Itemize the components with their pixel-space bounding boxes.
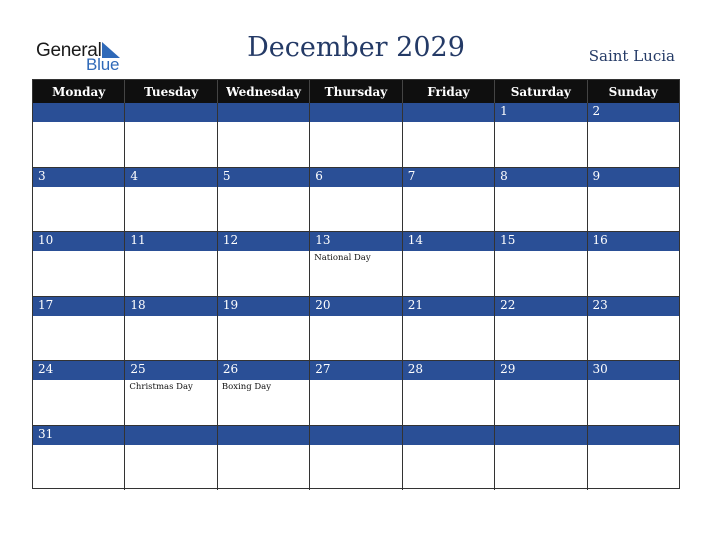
day-number-band <box>218 168 309 187</box>
day-cell[interactable] <box>309 426 401 491</box>
day-number-band <box>125 232 216 251</box>
day-number: 7 <box>407 168 416 183</box>
day-number: 29 <box>500 362 516 376</box>
day-number: 18 <box>130 297 146 312</box>
day-number-band <box>588 361 679 380</box>
page-title: December 2029 <box>247 32 465 63</box>
day-number: 21 <box>407 297 423 312</box>
day-cell[interactable] <box>494 361 586 426</box>
day-cell[interactable] <box>33 168 124 233</box>
day-cell[interactable] <box>124 232 216 297</box>
week-row <box>33 297 679 362</box>
day-number-band <box>125 426 216 445</box>
day-number-band <box>495 168 586 187</box>
day-number-band <box>403 103 494 122</box>
weekday-header-row <box>33 80 679 103</box>
day-cell[interactable] <box>402 103 494 168</box>
day-cell[interactable] <box>587 297 679 362</box>
day-cell[interactable] <box>33 103 124 168</box>
day-number-band <box>403 426 494 445</box>
day-cell[interactable] <box>402 297 494 362</box>
day-number: 19 <box>222 297 239 312</box>
day-number-band <box>218 426 309 445</box>
weekday-header: Friday <box>402 80 494 103</box>
calendar-grid <box>32 79 680 489</box>
day-cell[interactable] <box>33 426 124 491</box>
day-number: 11 <box>130 233 146 247</box>
day-number-band <box>218 103 309 122</box>
day-number-band <box>495 103 586 122</box>
day-number-band <box>125 361 216 380</box>
day-number: 10 <box>38 233 54 247</box>
day-number: 14 <box>407 233 423 247</box>
day-cell[interactable] <box>494 168 586 233</box>
day-number-band <box>33 168 124 187</box>
day-number: 1 <box>500 104 508 118</box>
day-number-band <box>310 426 401 445</box>
week-row <box>33 168 679 233</box>
day-number: 22 <box>500 297 516 312</box>
day-number-band <box>310 168 401 187</box>
day-number: 20 <box>315 297 331 312</box>
day-number-band <box>403 168 494 187</box>
day-cell[interactable] <box>124 297 216 362</box>
day-cell[interactable] <box>587 168 679 233</box>
day-number: 28 <box>407 362 423 376</box>
day-number-band <box>218 232 309 251</box>
day-cell[interactable] <box>309 232 401 297</box>
day-number: 5 <box>222 168 231 183</box>
day-number: 17 <box>38 297 54 312</box>
holiday-label: Boxing Day <box>221 382 272 392</box>
weekday-header: Wednesday <box>217 80 309 103</box>
week-row <box>33 103 679 168</box>
day-cell[interactable] <box>217 168 309 233</box>
weekday-header: Monday <box>52 84 106 99</box>
day-number: 30 <box>592 362 608 376</box>
day-number: 24 <box>38 362 54 376</box>
day-cell[interactable] <box>402 232 494 297</box>
day-cell[interactable] <box>124 103 216 168</box>
day-cell[interactable] <box>217 426 309 491</box>
day-number: 8 <box>500 168 508 183</box>
day-cell[interactable] <box>587 361 679 426</box>
day-number-band <box>310 361 401 380</box>
day-cell[interactable] <box>309 297 401 362</box>
logo-text-general: General <box>36 40 102 61</box>
day-number: 27 <box>315 362 331 376</box>
day-cell[interactable] <box>33 232 124 297</box>
day-number-band <box>33 361 124 380</box>
day-number-band <box>588 103 679 122</box>
day-number-band <box>125 103 216 122</box>
day-number-band <box>403 361 494 380</box>
day-number: 13 <box>315 233 331 247</box>
day-cell[interactable] <box>402 426 494 491</box>
day-number-band <box>588 168 679 187</box>
day-number-band <box>33 426 124 445</box>
week-row <box>33 232 679 297</box>
day-cell[interactable] <box>587 232 679 297</box>
day-cell[interactable] <box>124 426 216 491</box>
day-number: 16 <box>592 233 608 247</box>
day-cell[interactable] <box>33 297 124 362</box>
day-cell[interactable] <box>124 168 216 233</box>
day-number-band <box>403 232 494 251</box>
day-number-band <box>495 361 586 380</box>
day-number-band <box>588 297 679 316</box>
day-number: 31 <box>38 426 54 441</box>
weekday-header: Thursday <box>309 80 401 103</box>
weekday-header: Tuesday <box>124 80 216 103</box>
day-cell[interactable] <box>33 361 124 426</box>
day-number: 15 <box>500 233 516 247</box>
day-number: 4 <box>130 168 139 183</box>
day-number-band <box>495 232 586 251</box>
country-label: Saint Lucia <box>588 47 675 65</box>
day-number-band <box>33 232 124 251</box>
day-number-band <box>33 103 124 122</box>
day-number-band <box>125 168 216 187</box>
day-cell[interactable] <box>494 103 586 168</box>
day-cell[interactable] <box>587 426 679 491</box>
day-number: 23 <box>592 297 608 312</box>
day-cell[interactable] <box>309 103 401 168</box>
day-cell[interactable] <box>217 361 309 426</box>
day-number-band <box>495 426 586 445</box>
day-number: 2 <box>592 104 601 118</box>
day-cell[interactable] <box>217 103 309 168</box>
day-number-band <box>588 426 679 445</box>
day-number: 12 <box>222 233 239 247</box>
logo-text-blue: Blue <box>86 55 120 74</box>
day-cell[interactable] <box>587 103 679 168</box>
day-cell[interactable] <box>309 168 401 233</box>
holiday-label: National Day <box>314 253 371 263</box>
weeks-container <box>33 103 679 490</box>
day-number-band <box>125 297 216 316</box>
day-cell[interactable] <box>494 232 586 297</box>
day-number-band <box>403 297 494 316</box>
day-number: 6 <box>315 168 323 183</box>
day-cell[interactable] <box>402 361 494 426</box>
week-row <box>33 426 679 491</box>
day-number-band <box>310 232 401 251</box>
day-cell[interactable] <box>494 426 586 491</box>
day-number: 26 <box>222 362 239 376</box>
day-cell[interactable] <box>402 168 494 233</box>
day-cell[interactable] <box>217 297 309 362</box>
day-number-band <box>495 297 586 316</box>
day-number: 9 <box>592 168 601 183</box>
day-number-band <box>218 297 309 316</box>
day-cell[interactable] <box>124 361 216 426</box>
week-row <box>33 361 679 426</box>
holiday-label: Christmas Day <box>129 382 193 392</box>
day-cell[interactable] <box>309 361 401 426</box>
day-number-band <box>218 361 309 380</box>
day-cell[interactable] <box>217 232 309 297</box>
day-number-band <box>588 232 679 251</box>
day-cell[interactable] <box>494 297 586 362</box>
weekday-header: Saturday <box>494 80 586 103</box>
day-number: 25 <box>130 362 146 376</box>
day-number-band <box>310 103 401 122</box>
day-number-band <box>310 297 401 316</box>
day-number-band <box>33 297 124 316</box>
day-number: 3 <box>38 168 46 183</box>
weekday-header: Sunday <box>587 80 679 103</box>
